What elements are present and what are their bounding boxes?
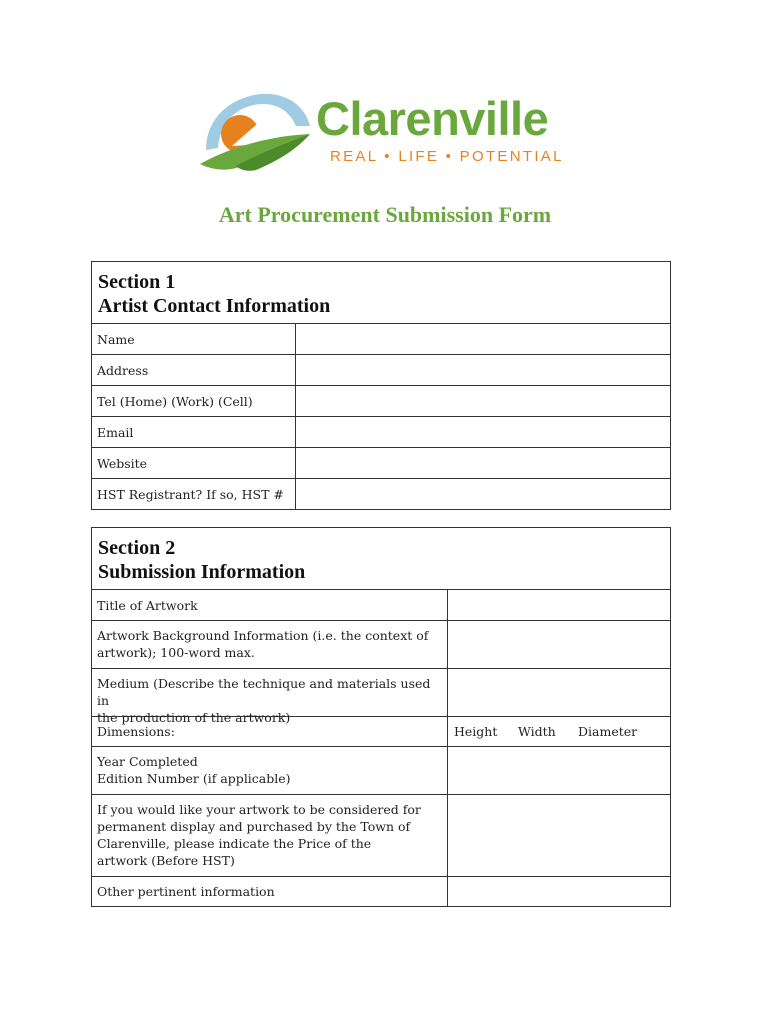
field-label: Website [92, 448, 296, 478]
field-label: Title of Artwork [92, 590, 448, 620]
form-title: Art Procurement Submission Form [218, 202, 552, 227]
diameter-label: Diameter [578, 724, 638, 739]
field-row-price [92, 795, 670, 877]
medium-field[interactable] [448, 669, 670, 716]
brand-name: Clarenville [316, 92, 549, 145]
field-label: Artwork Background Information (i.e. the context of artwork); 100-word max. [92, 621, 448, 668]
section-subheading: Submission Information [98, 561, 306, 583]
section-submission-info [91, 527, 671, 907]
clarenville-logo [198, 90, 578, 176]
field-label: Medium (Describe the technique and materials used in the production of the artwork) [92, 669, 448, 716]
field-label: Tel (Home) (Work) (Cell) [92, 386, 296, 416]
field-row-email [92, 417, 670, 448]
name-field[interactable] [296, 324, 670, 354]
width-label: Width [518, 724, 556, 739]
height-label: Height [454, 724, 498, 739]
section-heading: Section 2 [98, 537, 176, 559]
brand-tagline: REAL • LIFE • POTENTIAL [330, 148, 564, 165]
telephone-field[interactable] [296, 386, 670, 416]
field-label: Dimensions: [92, 717, 448, 746]
section-subheading: Artist Contact Information [98, 295, 331, 317]
section-artist-contact [91, 261, 671, 510]
field-row-name [92, 324, 670, 355]
field-row-website [92, 448, 670, 479]
field-label: Address [92, 355, 296, 385]
field-row-background [92, 621, 670, 669]
sun-hill-logo-icon [198, 90, 314, 176]
field-label: Name [92, 324, 296, 354]
artwork-background-field[interactable] [448, 621, 670, 668]
address-field[interactable] [296, 355, 670, 385]
field-row-dimensions [92, 717, 670, 747]
section-header [92, 528, 670, 590]
field-row-medium [92, 669, 670, 725]
field-label: Email [92, 417, 296, 447]
other-info-field[interactable] [448, 877, 670, 906]
field-row-address [92, 355, 670, 386]
section-heading: Section 1 [98, 271, 176, 293]
field-label: Other pertinent information [92, 877, 448, 906]
field-row-year-edition [92, 747, 670, 795]
website-field[interactable] [296, 448, 670, 478]
section-header [92, 262, 670, 324]
email-field[interactable] [296, 417, 670, 447]
price-field[interactable] [448, 795, 670, 876]
field-row-title [92, 590, 670, 621]
field-row-other-info [92, 877, 670, 906]
field-row-telephone [92, 386, 670, 417]
dimensions-field[interactable] [448, 717, 670, 746]
hst-number-field[interactable] [296, 479, 670, 509]
field-label: HST Registrant? If so, HST # [92, 479, 296, 509]
year-edition-field[interactable] [448, 747, 670, 794]
artwork-title-field[interactable] [448, 590, 670, 620]
field-label: Year Completed Edition Number (if applicable) [92, 747, 448, 794]
field-label: If you would like your artwork to be considered for permanent display and purchased by the Town of Clarenville, please indicate the Price of the artwork (Before HST) [92, 795, 448, 876]
field-row-hst [92, 479, 670, 509]
